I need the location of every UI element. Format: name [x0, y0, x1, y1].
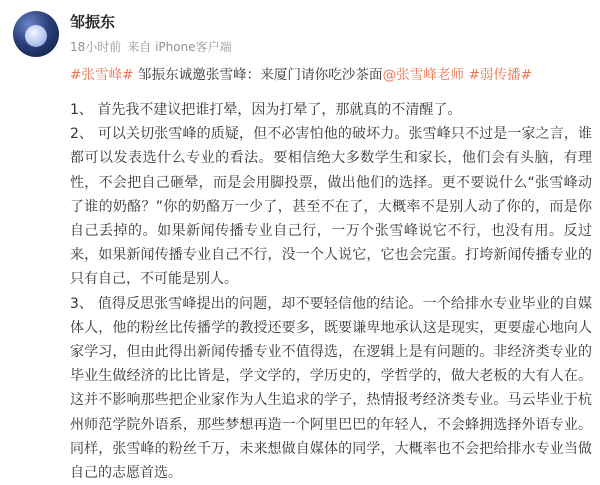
- paragraph-3: 3、 值得反思张雪峰提出的问题，却不要轻信他的结论。一个给排水专业毕业的自媒体人，他的粉丝比传播学的教授还要多，既要谦卑地承认这是现实，更要虚心地向人家学习，但由此得出新闻传播专业不值得选，在逻辑上是有问题的。非经济类专业的毕业生做经济的比比皆是，学文学的，学历史的，学哲学的，做大老板的大有人在。这并不影响那些把企业家作为人生追求的学子，热情报考经济类专业。马云毕业于杭州师范学院外语系，那些梦想再造一个阿里巴巴的年轻人，不会蜂拥选择外语专业。同样，张雪峰的粉丝千万，未来想做自媒体的同学，大概率也不会把给排水专业当做自己的志愿首选。: [70, 295, 592, 482]
- post-source: 来自 iPhone客户端: [127, 40, 232, 54]
- avatar[interactable]: [13, 11, 59, 57]
- author-name[interactable]: 邹振东: [70, 13, 116, 31]
- topic-tag-ruochuanbo[interactable]: #弱传播#: [464, 67, 533, 83]
- post-meta: [70, 40, 232, 54]
- headline-text: 邹振东诚邀张雪峰：来厦门请你吃沙茶面: [133, 67, 383, 83]
- paragraph-1: 1、 首先我不建议把谁打晕，因为打晕了，那就真的不清醒了。: [70, 102, 462, 118]
- topic-tag-zhangxuefeng[interactable]: #张雪峰#: [70, 67, 134, 83]
- post-headline: [70, 66, 532, 84]
- paragraph-2: 2、 可以关切张雪峰的质疑，但不必害怕他的破坏力。张雪峰只不过是一家之言，谁都可以发表选什么专业的看法。要相信绝大多数学生和家长，他们会有头脑，有理性，不会把自己砸晕，而是会用脚投票，做出他们的选择。更不要说什么“张雪峰动了谁的奶酪？”你的奶酪万一少了，甚至不在了，大概率不是别人动了你的，而是你自己丢掉的。如果新闻传播专业自己行，一万个张雪峰说它不行，也没有用。反过来，如果新闻传播专业自己不行，没一个人说它，它也会完蛋。打垮新闻传播专业的只有自己，不可能是别人。: [70, 126, 592, 288]
- post-body: [70, 98, 592, 485]
- mention-zhangxuefeng[interactable]: @张雪峰老师: [382, 67, 465, 83]
- avatar-image: [25, 25, 47, 47]
- post-time[interactable]: 18小时前: [70, 40, 122, 54]
